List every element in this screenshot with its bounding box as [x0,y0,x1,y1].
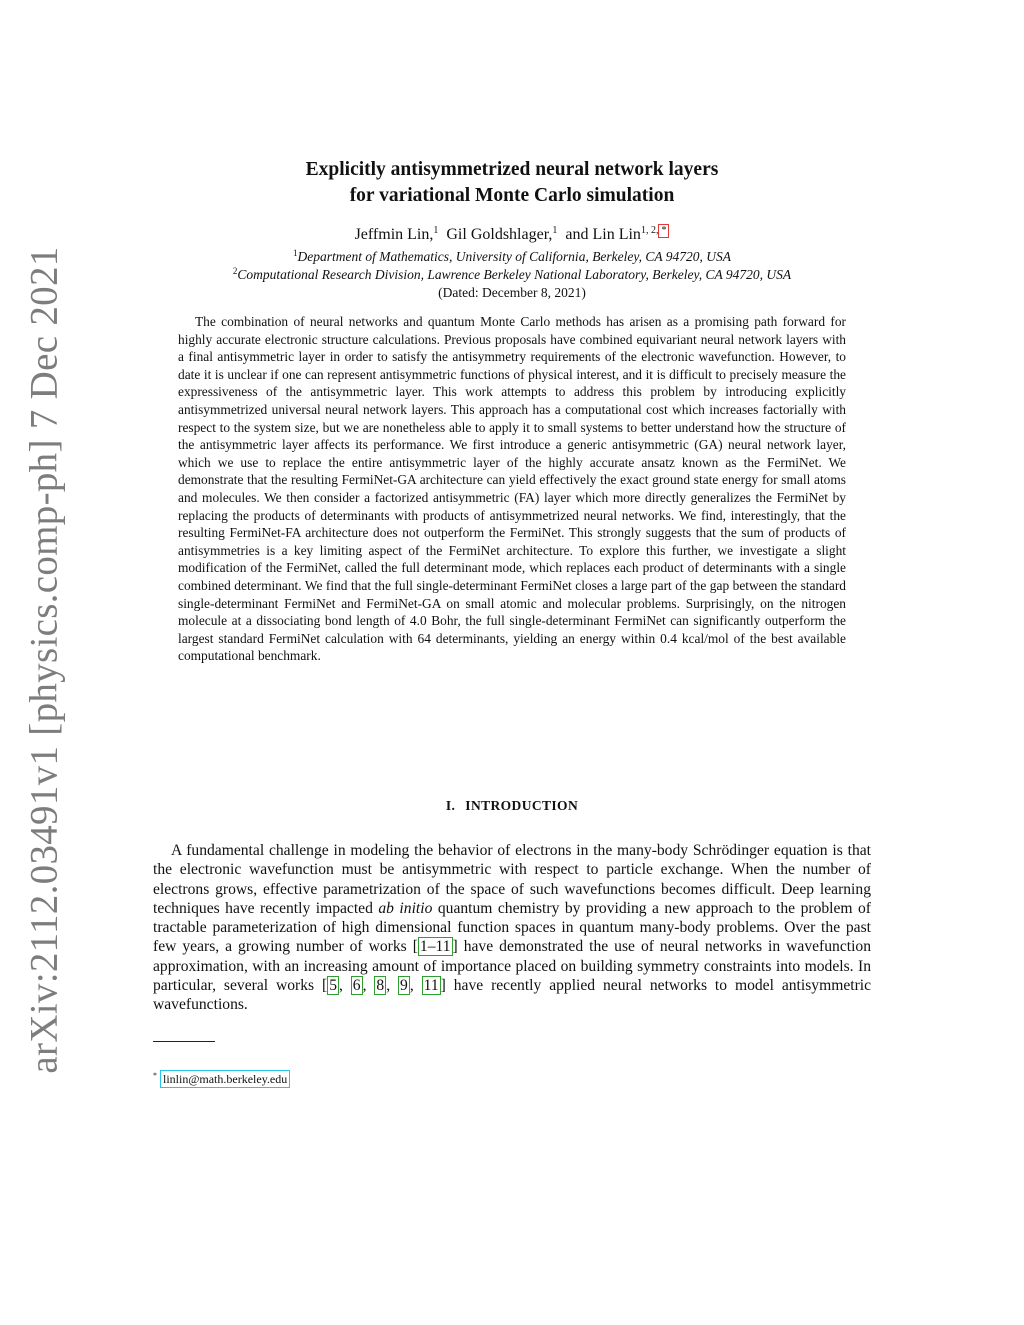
email-link[interactable]: linlin@math.berkeley.edu [160,1070,290,1088]
section-number: I. [445,798,456,813]
citation-link[interactable]: 9 [400,977,408,995]
section-heading [150,798,874,814]
affiliation-text: Department of Mathematics, University of California, Berkeley, CA 94720, USA [297,249,732,264]
intro-text: have demonstrated the use of neural networks in wavefunction approximation, with an increasing amount of importance placed on building symmetry constraints into models. In particular, several works [ [153,938,872,995]
footnote-divider [153,1041,215,1042]
citation-link[interactable]: 11 [423,977,439,995]
affiliation-2 [140,266,884,284]
author-name: and Lin Lin [565,226,641,243]
introduction-paragraph: A fundamental challenge in modeling the behavior of electrons in the many-body Schrödinger equation is that the electronic wavefunction must be antisymmetric with respect to particle exchange. When the number of electrons grows, effective parametrization of the space of such wavefunctions becomes difficult. Deep learning techniques have recently impacted ab initio quantum chemistry by providing a new approach to the problem of tractable parameterization of high dimensional function spaces in quantum many-body problems. Over the past few years, a growing number of works [ 1–11 ] have demonstrated the use of neural networks in wavefunction approximation, with an increasing amount of importance placed on building symmetry constraints into models. In particular, several works [ 5 , 6 , 8 , 9 , 11 ] have recently applied neural networks to model antisymmetric wavefunctions. [153,842,872,1014]
author-name: Gil Goldshlager, [446,226,553,243]
affiliation-mark: 2 [232,266,238,276]
dated-line: (Dated: December 8, 2021) [438,285,586,300]
citation-link[interactable]: 1–11 [419,938,451,956]
citation-link[interactable]: 5 [329,977,337,995]
arxiv-side-stamp: arXiv:2112.03491v1 [physics.comp-ph] 7 Dec 2021 [22,246,66,1074]
citation-link[interactable]: 8 [376,977,385,995]
author-affil-mark: 1 [433,225,439,236]
author-affil-mark: 1, 2, [640,225,659,236]
corresponding-author-link[interactable]: * [658,224,669,238]
paper-title [150,157,874,209]
affiliation-1 [140,248,884,266]
affiliation-mark: 1 [292,248,298,258]
intro-text: quantum chemistry by providing a new approach to the problem of tractable parameterization of high dimensional function spaces in quantum many-body problems. Over the past few years, a growing number of works [153,899,871,956]
author-affil-mark: 1 [552,225,558,236]
section-title: INTRODUCTION [465,798,579,813]
abstract: The combination of neural networks and quantum Monte Carlo methods has arisen as a promising path forward for highly accurate electronic structure calculations. Previous proposals have combined equivariant neural network layers with a final antisymmetric layer in order to satisfy the antisymmetry requirements of the electronic wavefunction. However, to date it is unclear if one can represent antisymmetric functions of physical interest, and it is difficult to precisely measure the expressiveness of the antisymmetric layer. This work attempts to address this problem by introducing explicitly antisymmetrized universal neural network layers. This approach has a computational cost which increases factorially with respect to the system size, but we are nonetheless able to apply it to small systems to better understand how the structure of the antisymmetric layer affects its performance. We first introduce a generic antisymmetric (GA) neural network layer, which we use to replace the entire antisymmetric layer of the highly accurate ansatz known as the FermiNet. We demonstrate that the resulting FermiNet-GA architecture can yield effectively the exact ground state energy for small atoms and molecules. We then consider a factorized antisymmetric (FA) layer which more directly generalizes the FermiNet by replacing the products of determinants with products of antisymmetrized neural networks. We find, interestingly, that the resulting FermiNet-FA architecture does not outperform the FermiNet. This strongly suggests that the sum of products of antisymmetries is a key limiting aspect of the FermiNet architecture. To explore this further, we investigate a slight modification of the FermiNet, called the full determinant mode, which replaces each product of determinants with a single combined determinant. We find that the full single-determinant FermiNet closes a large part of the gap between the standard single-determinant FermiNet and FermiNet-GA on small atomic and molecular problems. Surprisingly, on the nitrogen molecule at a dissociating bond length of 4.0 Bohr, the full single-determinant FermiNet can significantly outperform the largest standard FermiNet calculation with 64 determinants, yielding an energy within 0.4 kcal/mol of the best available computational benchmark. [178,314,846,664]
author-name: Jeffmin Lin, [354,226,434,243]
intro-text: A fundamental challenge in modeling the behavior of electrons in the many-body Schrödinger equation is that the electronic wavefunction must be antisymmetric with respect to particle exchange. When the number of electrons grows, effective parametrization of the space of such wavefunctions becomes difficult. Deep learning techniques have recently impacted [153,842,871,917]
intro-emphasis: ab initio [378,899,433,917]
author-list [150,224,874,245]
title-line-2: for variational Monte Carlo simulation [349,185,675,206]
citation-link[interactable]: 6 [352,977,361,995]
footnote-mark: * [153,1071,157,1080]
title-line-1: Explicitly antisymmetrized neural network layers [305,159,719,180]
intro-text: ] have recently applied neural networks to model antisymmetric wavefunctions. [153,977,872,1014]
affiliation-text: Computational Research Division, Lawrence Berkeley National Laboratory, Berkeley, CA 94720, USA [237,267,792,282]
footnote [153,1070,290,1088]
